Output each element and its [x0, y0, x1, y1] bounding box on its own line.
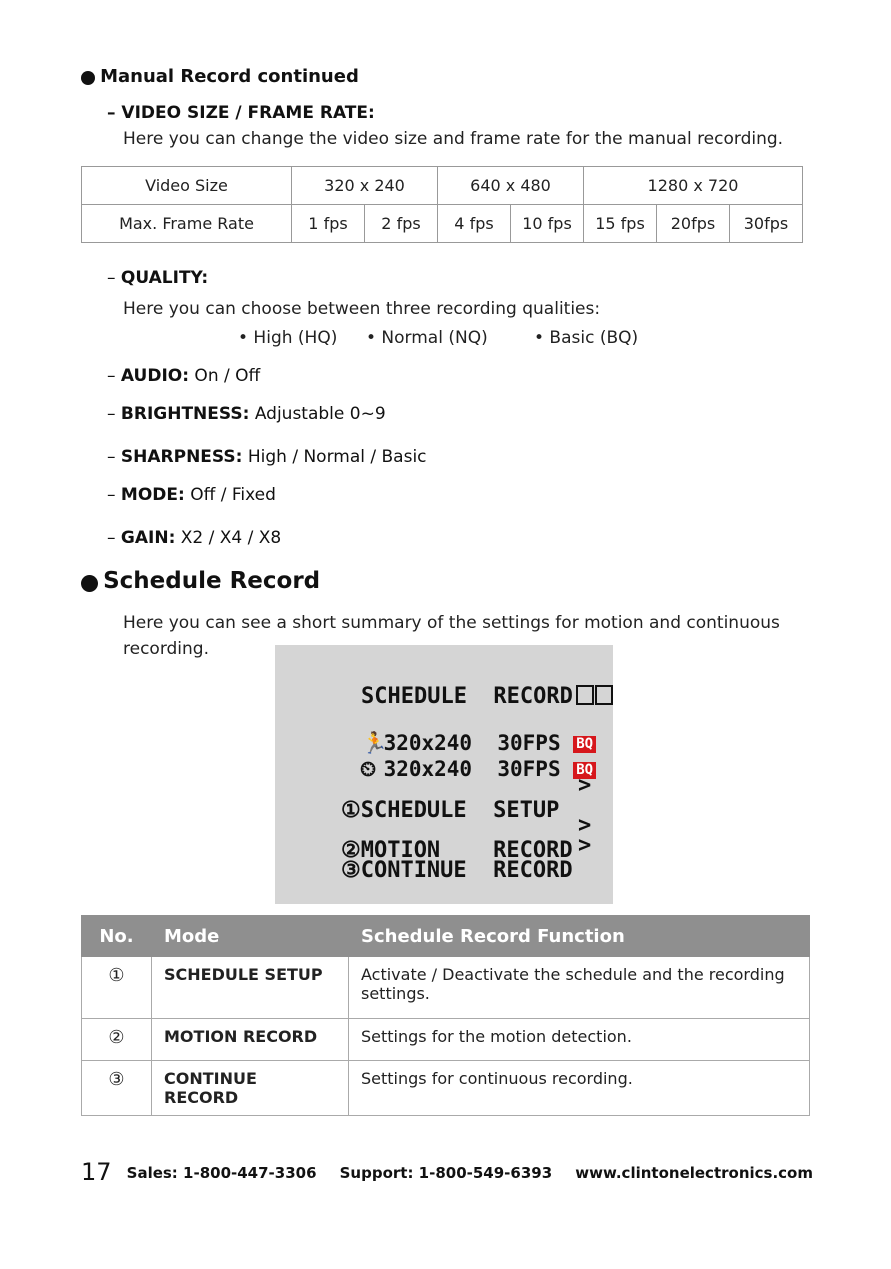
video-size-description: Here you can change the video size and frame rate for the manual recording.: [123, 129, 784, 149]
schedule-description-line2: recording.: [123, 639, 209, 659]
schedule-description-line1: Here you can see a short summary of the settings for motion and continuous: [123, 613, 780, 633]
table-cell: Video Size: [82, 167, 292, 205]
video-size-table: [81, 166, 803, 243]
table-cell: 15 fps: [584, 205, 657, 243]
setting-gain: – GAIN: X2 / X4 / X8: [107, 528, 282, 548]
table-cell: 20fps: [657, 205, 730, 243]
column-header: Mode: [152, 916, 349, 957]
website-link[interactable]: www.clintonelectronics.com: [575, 1164, 813, 1182]
table-cell: 1 fps: [292, 205, 365, 243]
table-cell: Activate / Deactivate the schedule and the recording settings.: [349, 957, 810, 1019]
sales-phone: Sales: 1-800-447-3306: [126, 1164, 317, 1182]
osd-motion-line: 🏃320x240 30FPS BQ: [311, 707, 596, 780]
table-cell: 640 x 480: [438, 167, 584, 205]
table-cell: Settings for continuous recording.: [349, 1061, 810, 1116]
section-heading: Manual Record continued: [100, 66, 359, 87]
chevron-right-icon: >: [578, 813, 592, 838]
bullet-icon: [81, 575, 98, 592]
table-row: [82, 205, 803, 243]
table-cell: 2 fps: [365, 205, 438, 243]
table-cell: MOTION RECORD: [152, 1019, 349, 1061]
quality-heading: – QUALITY:: [107, 268, 209, 288]
table-header-row: [82, 916, 810, 957]
column-header: Schedule Record Function: [349, 916, 810, 957]
page-number: 17: [81, 1158, 112, 1186]
square-icon: [576, 685, 594, 705]
table-cell: CONTINUE RECORD: [152, 1061, 349, 1116]
table-cell: ③: [82, 1061, 152, 1116]
section-schedule-record: [81, 568, 320, 594]
setting-sharpness: – SHARPNESS: High / Normal / Basic: [107, 447, 427, 467]
schedule-record-osd: [275, 645, 613, 904]
table-cell: Settings for the motion detection.: [349, 1019, 810, 1061]
video-size-heading: – VIDEO SIZE / FRAME RATE:: [107, 103, 375, 123]
table-row: [82, 1061, 810, 1116]
table-cell: SCHEDULE SETUP: [152, 957, 349, 1019]
table-cell: 10 fps: [511, 205, 584, 243]
quality-option-hq: • High (HQ): [238, 328, 338, 348]
osd-title: SCHEDULE RECORD: [308, 659, 613, 734]
quality-option-bq: • Basic (BQ): [534, 328, 639, 348]
setting-mode: – MODE: Off / Fixed: [107, 485, 276, 505]
page-footer: [81, 1158, 831, 1186]
running-person-icon: 🏃: [361, 731, 388, 755]
setting-brightness: – BRIGHTNESS: Adjustable 0~9: [107, 404, 386, 424]
quality-option-nq: • Normal (NQ): [366, 328, 488, 348]
table-cell: ①: [82, 957, 152, 1019]
chevron-right-icon: >: [578, 833, 592, 858]
table-row: [82, 1019, 810, 1061]
table-cell: ②: [82, 1019, 152, 1061]
osd-item-continue-record: ③CONTINUE RECORD: [340, 858, 573, 883]
quality-description: Here you can choose between three recording qualities:: [123, 299, 601, 319]
osd-item-motion-record: ②MOTION RECORD: [340, 838, 573, 863]
table-cell: 30fps: [730, 205, 803, 243]
table-cell: 4 fps: [438, 205, 511, 243]
table-row: [82, 957, 810, 1019]
bullet-icon: [81, 71, 95, 85]
section-manual-continued: [81, 66, 359, 87]
section-heading: Schedule Record: [103, 568, 321, 594]
quality-badge: BQ: [573, 762, 596, 779]
table-cell: 1280 x 720: [584, 167, 803, 205]
osd-item-schedule-setup: ①SCHEDULE SETUP: [340, 798, 560, 823]
table-cell: 320 x 240: [292, 167, 438, 205]
square-icon: [595, 685, 613, 705]
column-header: No.: [82, 916, 152, 957]
osd-continuous-line: ⏲ 320x240 30FPS BQ: [302, 733, 596, 806]
support-phone: Support: 1-800-549-6393: [339, 1164, 553, 1182]
schedule-function-table: [81, 915, 810, 1116]
table-cell: Max. Frame Rate: [82, 205, 292, 243]
quality-badge: BQ: [573, 736, 596, 753]
chevron-right-icon: >: [578, 773, 592, 798]
setting-audio: – AUDIO: On / Off: [107, 366, 261, 386]
clock-camera-icon: ⏲: [359, 757, 377, 781]
table-row: [82, 167, 803, 205]
